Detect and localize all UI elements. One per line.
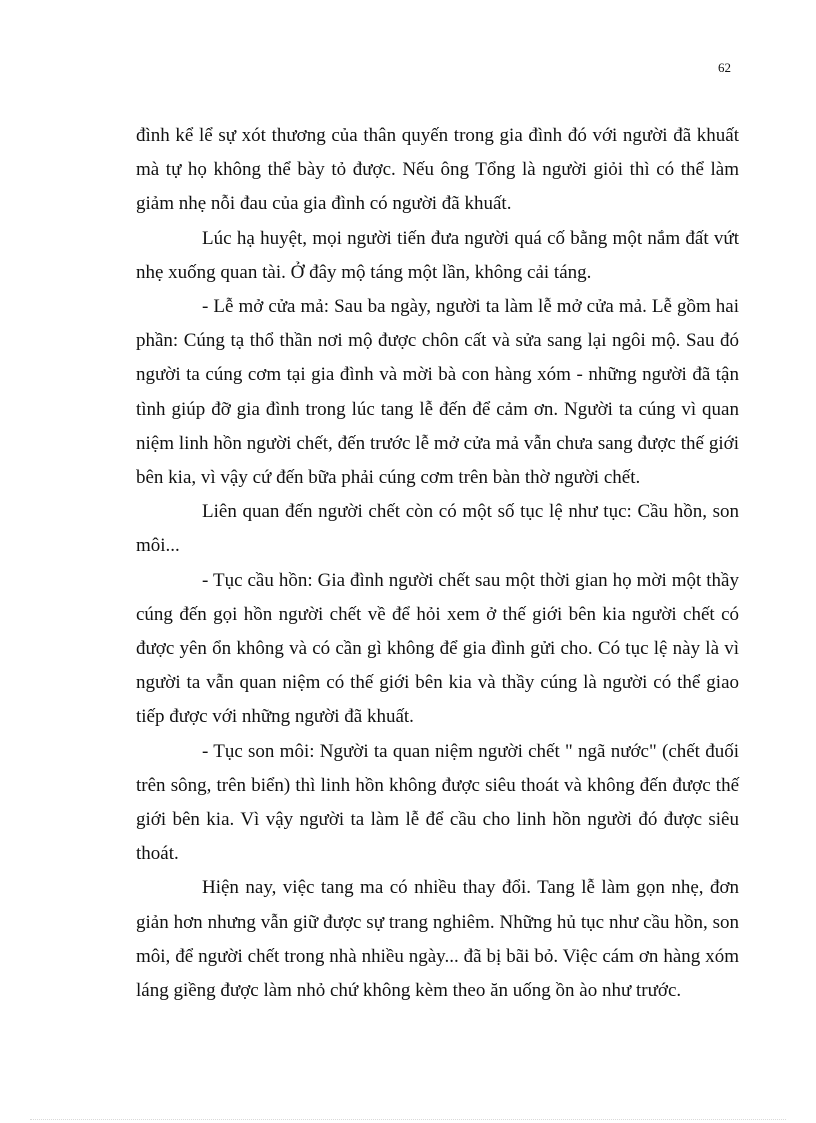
paragraph: đình kể lể sự xót thương của thân quyến trong gia đình đó với người đã khuất mà tự họ không thể bày tỏ được. Nếu ông Tổng là người giỏi thì có thể làm giảm nhẹ nỗi đau của gia đình có người đã khuất. — [136, 125, 739, 215]
paragraph: - Tục cầu hồn: Gia đình người chết sau một thời gian họ mời một thầy cúng đến gọi hồn người chết về để hỏi xem ở thế giới bên kia người chết có được yên ổn không và có cần gì không để gia đình gửi cho. Có tục lệ này là vì người ta vẫn quan niệm có thế giới bên kia và thầy cúng là người có thể giao tiếp được với những người đã khuất. — [136, 569, 739, 728]
page-number: 62 — [718, 60, 731, 75]
paragraph: Lúc hạ huyệt, mọi người tiến đưa người quá cố bằng một nắm đất vứt nhẹ xuống quan tài. Ở đây mộ táng một lần, không cải táng. — [136, 227, 739, 283]
paragraph: - Tục son môi: Người ta quan niệm người chết " ngã nước" (chết đuối trên sông, trên biển) thì linh hồn không được siêu thoát và không đến được thế giới bên kia. Vì vậy người ta làm lễ để cầu cho linh hồn người đó được siêu thoát. — [136, 740, 739, 865]
paragraph: Hiện nay, việc tang ma có nhiều thay đổi. Tang lễ làm gọn nhẹ, đơn giản hơn nhưng vẫn giữ được sự trang nghiêm. Những hủ tục như cầu hồn, son môi, để người chết trong nhà nhiều ngày... đã bị bãi bỏ. Việc cám ơn hàng xóm láng giềng được làm nhỏ chứ không kèm theo ăn uống ồn ào như trước. — [136, 877, 739, 1002]
paragraph: Liên quan đến người chết còn có một số tục lệ như tục: Cầu hồn, son môi... — [136, 501, 739, 557]
paragraph: - Lễ mở cửa mả: Sau ba ngày, người ta làm lễ mở cửa mả. Lễ gồm hai phần: Cúng tạ thổ thần nơi mộ được chôn cất và sửa sang lại ngôi mộ. Sau đó người ta cúng cơm tại gia đình và mời bà con hàng xóm - những người đã tận tình giúp đỡ gia đình trong lúc tang lễ đến để cảm ơn. Người ta cúng vì quan niệm linh hồn người chết, đến trước lễ mở cửa mả vẫn chưa sang được thế giới bên kia, vì vậy cứ đến bữa phải cúng cơm trên bàn thờ người chết. — [136, 296, 739, 489]
document-body — [136, 119, 739, 1008]
page-bottom-divider — [30, 1119, 786, 1120]
